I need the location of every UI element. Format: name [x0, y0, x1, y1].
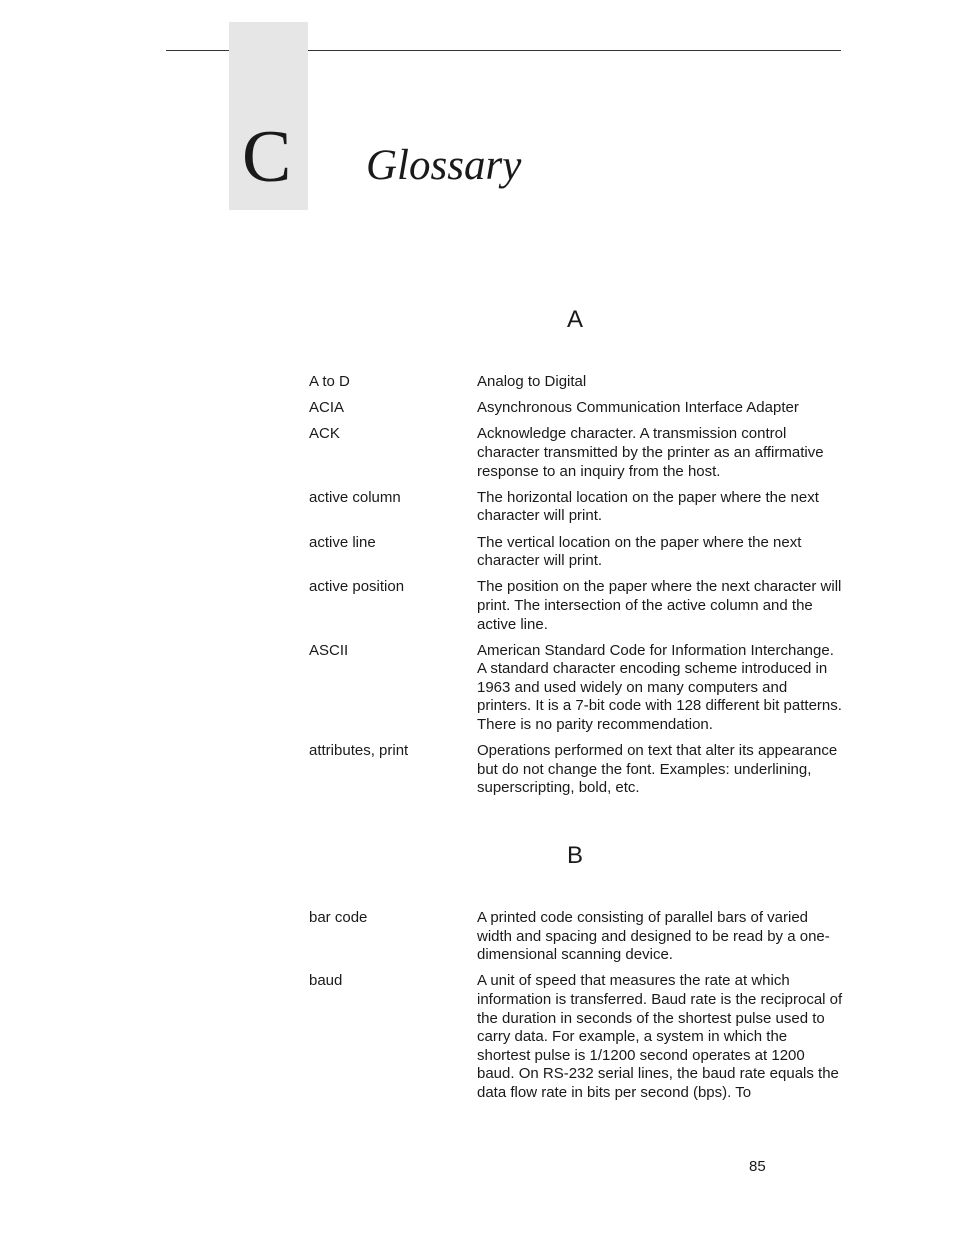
glossary-definition: The position on the paper where the next character will print. The intersection of the active column and the active line. [477, 578, 842, 633]
glossary-entry [309, 742, 849, 798]
glossary-definition: American Standard Code for Information Interchange. A standard character encoding scheme introduced in 1963 and used widely on many computers and printers. It is a 7-bit code with 128 different bit patterns. There is no parity recommendation. [477, 641, 842, 734]
glossary-term: active line [309, 533, 376, 551]
glossary-term: A to D [309, 373, 350, 390]
glossary-definition: Analog to Digital [477, 373, 587, 390]
glossary-term: active position [309, 578, 405, 596]
glossary-definition: The vertical location on the paper where the next character will print. [477, 533, 802, 570]
glossary-term: active column [309, 488, 401, 506]
glossary-definition: Acknowledge character. A transmission control character transmitted by the printer as an affirmative response to an inquiry from the host. [477, 425, 824, 480]
glossary-term: bar code [309, 909, 368, 926]
glossary-entry [309, 534, 849, 571]
glossary-entry [309, 578, 849, 634]
section-letter-a: A [566, 306, 583, 333]
section-letter-b: B [566, 842, 583, 869]
glossary-term: ACK [309, 425, 340, 443]
glossary-definition: The horizontal location on the paper where the next character will print. [477, 488, 819, 525]
glossary-definition: Asynchronous Communication Interface Adapter [477, 399, 799, 417]
glossary-entry [309, 399, 849, 418]
glossary-term: baud [309, 972, 343, 990]
glossary-section-a [309, 373, 849, 806]
glossary-definition: A unit of speed that measures the rate at which information is transferred. Baud rate is the reciprocal of the duration in seconds of the shortest pulse used to carry data. For example, a system in which the shortest pulse is 1/1200 second operates at 1200 baud. On RS-232 serial lines, the baud rate equals the data flow rate in bits per second (bps). To [477, 972, 843, 1101]
glossary-section-b [309, 909, 849, 1110]
glossary-term: attributes, print [309, 742, 409, 760]
glossary-entry [309, 642, 849, 735]
chapter-letter: C [242, 116, 292, 198]
glossary-entry [309, 489, 849, 526]
glossary-definition: Operations performed on text that alter its appearance but do not change the font. Examples: underlining, superscripting, bold, etc. [477, 742, 838, 797]
glossary-entry [309, 972, 849, 1102]
glossary-definition: A printed code consisting of parallel bars of varied width and spacing and designed to be read by a one-dimensional scanning device. [477, 909, 830, 964]
glossary-entry [309, 909, 849, 965]
chapter-title: Glossary [366, 142, 522, 189]
page-number: 85 [749, 1158, 766, 1175]
glossary-term: ACIA [309, 399, 345, 417]
glossary-entry [309, 373, 849, 392]
glossary-entry [309, 425, 849, 481]
glossary-term: ASCII [309, 641, 349, 659]
